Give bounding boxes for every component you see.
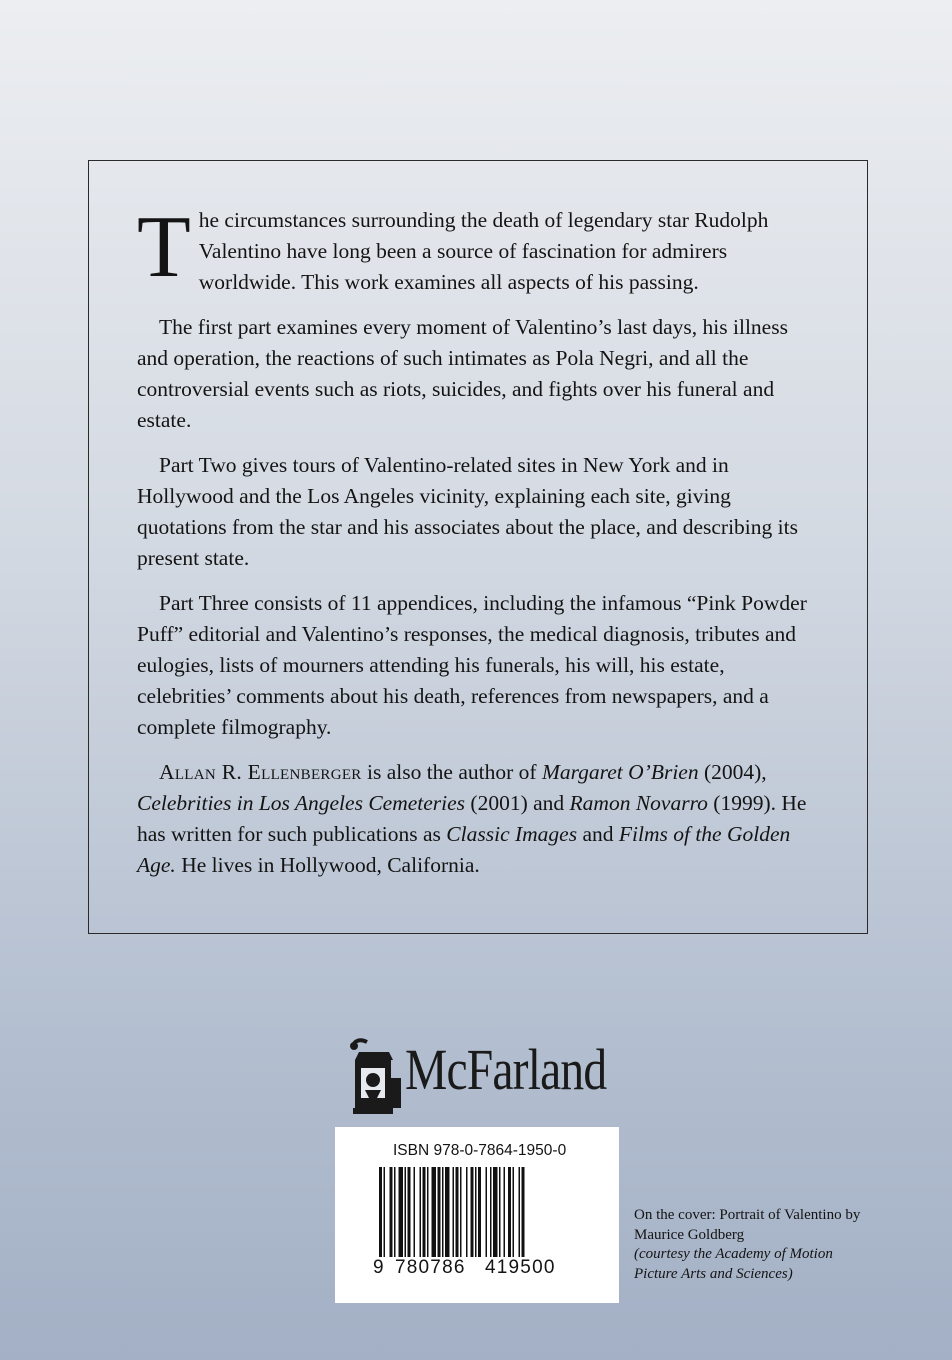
bio-text-6: He lives in Hollywood, California. <box>175 853 480 877</box>
description-paragraph-2: The first part examines every moment of Valentino’s last days, his illness and operation, the reactions of such intimates as Pola Negri, and all the controversial events such as riots, suicides, and fights over his funeral and estate. <box>137 315 788 432</box>
cover-credit <box>634 1206 874 1284</box>
book-title-2: Celebrities in Los Angeles Cemeteries <box>137 791 466 815</box>
publisher-logo <box>345 1030 615 1115</box>
book-title-3: Ramon Novarro <box>569 791 708 815</box>
cover-credit-line-1: On the cover: Portrait of Valentino by Maurice Goldberg <box>634 1207 861 1243</box>
author-name: Allan R. Ellenberger <box>159 760 362 784</box>
book-title-1: Margaret O’Brien <box>541 760 699 784</box>
isbn-label: ISBN 978-0-7864-1950-0 <box>393 1142 567 1159</box>
bio-text-2: (2004), <box>698 760 767 784</box>
barcode-digits-left: 780786 <box>395 1257 466 1278</box>
publisher-name: McFarland <box>405 1037 607 1102</box>
bio-text-4: (1999). He has written for such publications as <box>137 791 807 846</box>
bio-text-1: is also the author of <box>361 760 542 784</box>
description-paragraph-1-text: he circumstances surrounding the death of legendary star Rudolph Valentino have long been a source of fascination for admirers worldwide. This work examines all aspects of his passing. <box>198 208 769 294</box>
bio-text-3: (2001) and <box>465 791 570 815</box>
description-paragraph-1 <box>137 199 817 298</box>
barcode-digits-right: 419500 <box>485 1257 556 1278</box>
bio-text-5: and <box>577 822 619 846</box>
author-bio <box>137 757 817 881</box>
cover-credit-line-2: (courtesy the Academy of Motion Picture Arts and Sciences) <box>634 1246 833 1282</box>
description-paragraph-3: Part Two gives tours of Valentino-related sites in New York and in Hollywood and the Los Angeles vicinity, explaining each site, giving quotations from the star and his associates about the place, and describing its present state. <box>137 453 798 570</box>
description-box <box>88 160 868 934</box>
barcode-bars <box>379 1167 575 1267</box>
description-paragraph-4: Part Three consists of 11 appendices, including the infamous “Pink Powder Puff” editorial and Valentino’s responses, the medical diagnosis, tributes and eulogies, lists of mourners attending his funerals, his will, his estate, celebrities’ comments about his death, references from newspapers, and a complete filmography. <box>137 591 807 739</box>
barcode-area <box>335 1127 619 1303</box>
drop-cap: T <box>137 199 191 296</box>
lantern-icon <box>345 1038 403 1116</box>
publication-title-1: Classic Images <box>446 822 578 846</box>
publication-title-2: Films of the Golden Age. <box>137 822 791 877</box>
barcode-digit-first: 9 <box>373 1257 385 1278</box>
